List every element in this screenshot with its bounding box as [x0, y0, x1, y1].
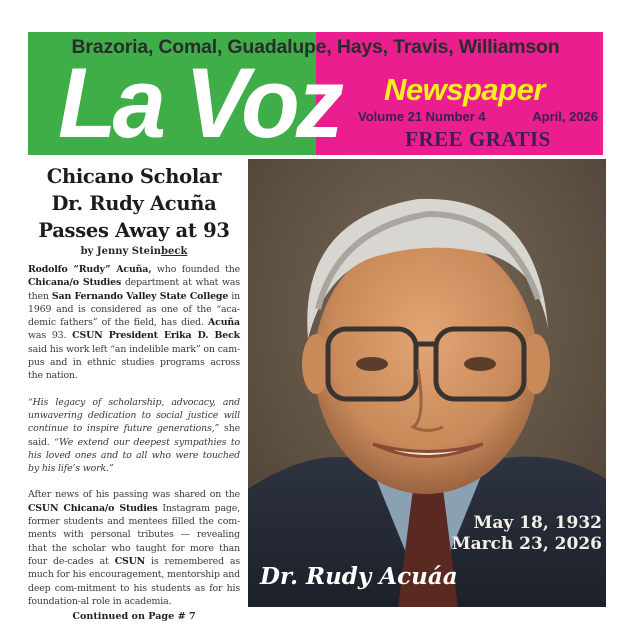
life-dates — [452, 513, 602, 555]
article-quote-paragraph: “His legacy of scholarship, advocacy, and unwavering dedication to social justice will continue to inspire future generations,” she said. “We extend our deepest sympathies to his loved ones and to all who were touched by his life’s work.” — [28, 396, 241, 475]
counties-line: Brazoria, Comal, Guadalupe, Hays, Travis, Williamson — [71, 36, 560, 58]
masthead — [28, 32, 603, 155]
article-paragraph: Rodolfo “Rudy” Acuña, who founded the Chicana/o Studies department at what was then San Fernando Valley State College in 1969 and is considered as one of the “aca-demic fathers” of the field, has died. Acuña was 93. CSUN President Erika D. Beck said his work left “an indelible mark” on cam-pus and in ethnic studies programs across the nation. — [28, 264, 240, 382]
issue-date: April, 2026 — [532, 109, 598, 124]
newspaper-logo[interactable]: La Voz — [58, 48, 340, 155]
newspaper-subtitle: Newspaper — [384, 72, 545, 107]
byline-name: by Jenny Stein — [80, 246, 162, 257]
article-paragraph: After news of his passing was shared on the CSUN Chicana/o Studies Instagram page, former students and mentees filled the com-ments with personal tributes — revealing that the scholar who taught for more than four de-cades at CSUN is remembered as much for his encouragement, mentorship and deep com-mitment to his students as for his foundation-al role in academia. — [28, 489, 240, 607]
headline-line: Passes Away at 93 — [38, 219, 230, 242]
headline-line: Dr. Rudy Acuña — [51, 192, 217, 215]
headline — [28, 163, 240, 244]
byline-name-end: beck — [161, 246, 188, 257]
byline — [28, 246, 240, 257]
headline-line: Chicano Scholar — [46, 165, 222, 188]
price-label: FREE GRATIS — [405, 127, 551, 151]
lead-article — [28, 163, 240, 622]
death-date: March 23, 2026 — [451, 534, 602, 554]
portrait-photo — [248, 159, 606, 607]
volume-number: Volume 21 Number 4 — [358, 109, 486, 124]
photo-caption: Dr. Rudy Acuáa — [260, 563, 458, 590]
issue-info — [358, 109, 598, 124]
continued-link[interactable]: Continued on Page # 7 — [72, 611, 196, 623]
birth-date: May 18, 1932 — [473, 513, 602, 533]
